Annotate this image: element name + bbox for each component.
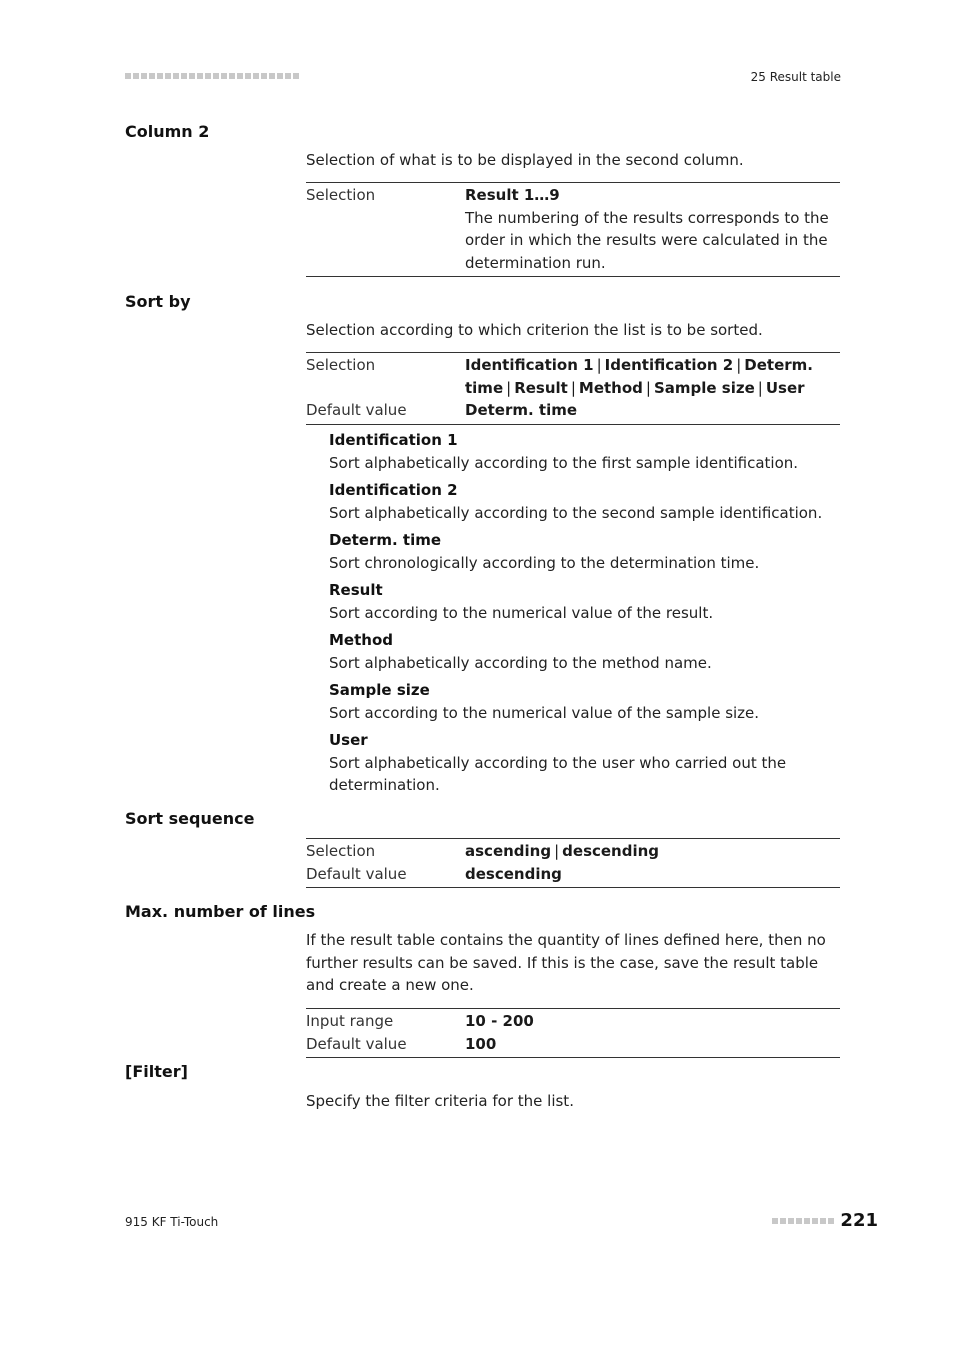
decoration-square	[197, 73, 203, 79]
option-description: Sort alphabetically according to the first sample identification.	[329, 453, 799, 472]
decoration-square	[788, 1218, 794, 1224]
decoration-square	[245, 73, 251, 79]
decoration-square	[133, 73, 139, 79]
default-label: Default value	[306, 1034, 407, 1053]
page-number: 221	[840, 1210, 878, 1231]
choice-identification-1: Identification 1	[465, 356, 594, 374]
decoration-square	[181, 73, 187, 79]
header-decoration	[125, 73, 299, 79]
sort-by-options-list	[329, 429, 840, 802]
section-title-max-lines: Max. number of lines	[125, 902, 316, 921]
decoration-square	[828, 1218, 834, 1224]
option-name: Identification 1	[329, 431, 458, 449]
max-lines-description: If the result table contains the quantity of lines defined here, then no further results can be saved. If this is the case, save the result table and create a new one.	[306, 931, 826, 994]
choice-ascending: ascending	[465, 842, 552, 860]
column-2-parameter-table	[306, 182, 840, 277]
decoration-square	[157, 73, 163, 79]
list-item	[329, 629, 840, 674]
choice-method: Method	[578, 378, 643, 397]
option-name: Determ. time	[329, 531, 442, 549]
decoration-square	[269, 73, 275, 79]
option-description: Sort according to the numerical value of the result.	[329, 603, 714, 622]
section-title-sort-sequence: Sort sequence	[125, 809, 255, 828]
selection-choices: Identification 1 | Identification 2 | Determ. time | Result | Method | Sample size | User	[465, 356, 813, 397]
decoration-square	[173, 73, 179, 79]
sort-sequence-parameter-table	[306, 838, 840, 888]
list-item	[329, 679, 840, 724]
max-lines-parameter-table	[306, 1008, 840, 1058]
selection-value-cell	[465, 184, 840, 274]
decoration-square	[221, 73, 227, 79]
default-label: Default value	[306, 401, 407, 419]
selection-description: The numbering of the results corresponds to the order in which the results were calculated in the determination run.	[465, 208, 829, 272]
decoration-square	[804, 1218, 810, 1224]
filter-description: Specify the filter criteria for the list.	[306, 1092, 574, 1110]
decoration-square	[189, 73, 195, 79]
default-value: descending	[465, 864, 562, 883]
selection-label: Selection	[306, 186, 376, 204]
option-description: Sort alphabetically according to the second sample identification.	[329, 503, 823, 522]
default-row	[306, 399, 840, 422]
choice-user: User	[765, 378, 805, 397]
selection-choices: ascending | descending	[465, 842, 660, 860]
decoration-square	[772, 1218, 778, 1224]
decoration-square	[796, 1218, 802, 1224]
list-item	[329, 479, 840, 524]
list-item	[329, 429, 840, 474]
selection-value: Result 1…9	[465, 186, 560, 204]
decoration-square	[149, 73, 155, 79]
option-name: Result	[329, 581, 383, 599]
sort-by-parameter-table	[306, 352, 840, 425]
decoration-square	[165, 73, 171, 79]
section-title-sort-by: Sort by	[125, 292, 191, 311]
selection-row	[306, 184, 840, 274]
decoration-square	[141, 73, 147, 79]
option-description: Sort alphabetically according to the method name.	[329, 653, 712, 672]
option-name: User	[329, 731, 368, 749]
selection-row	[306, 840, 840, 863]
section-title-column-2: Column 2	[125, 122, 210, 141]
footer-decoration	[772, 1218, 834, 1224]
range-value: 10 - 200	[465, 1012, 534, 1030]
selection-label: Selection	[306, 842, 376, 860]
chapter-title: 25 Result table	[750, 70, 841, 84]
decoration-square	[820, 1218, 826, 1224]
selection-label: Selection	[306, 356, 376, 374]
default-row	[306, 1033, 840, 1056]
decoration-square	[253, 73, 259, 79]
option-description: Sort chronologically according to the determination time.	[329, 553, 760, 572]
choice-descending: descending	[562, 842, 660, 860]
default-value: Determ. time	[465, 401, 578, 419]
column-2-description: Selection of what is to be displayed in the second column.	[306, 151, 744, 169]
list-item	[329, 529, 840, 574]
decoration-square	[277, 73, 283, 79]
section-title-filter: [Filter]	[125, 1062, 188, 1081]
decoration-square	[780, 1218, 786, 1224]
option-description: Sort according to the numerical value of the sample size.	[329, 703, 760, 722]
option-name: Sample size	[329, 681, 430, 699]
decoration-square	[261, 73, 267, 79]
decoration-square	[812, 1218, 818, 1224]
list-item	[329, 579, 840, 624]
choice-identification-2: Identification 2	[604, 356, 734, 374]
option-description: Sort alphabetically according to the user who carried out the determination.	[329, 753, 787, 794]
selection-row	[306, 354, 840, 399]
default-value: 100	[465, 1034, 497, 1053]
option-name: Method	[329, 631, 393, 649]
choice-result: Result	[514, 378, 568, 397]
decoration-square	[213, 73, 219, 79]
decoration-square	[229, 73, 235, 79]
choice-sample-size: Sample size	[653, 378, 755, 397]
decoration-square	[293, 73, 299, 79]
option-name: Identification 2	[329, 481, 458, 499]
product-name: 915 KF Ti-Touch	[125, 1215, 219, 1229]
decoration-square	[125, 73, 131, 79]
decoration-square	[285, 73, 291, 79]
sort-by-description: Selection according to which criterion the list is to be sorted.	[306, 321, 763, 339]
range-row	[306, 1010, 840, 1033]
list-item	[329, 729, 840, 797]
decoration-square	[205, 73, 211, 79]
range-label: Input range	[306, 1012, 394, 1030]
default-row	[306, 863, 840, 886]
default-label: Default value	[306, 864, 407, 883]
choice-determ-time: Determ. time	[465, 356, 813, 397]
decoration-square	[237, 73, 243, 79]
